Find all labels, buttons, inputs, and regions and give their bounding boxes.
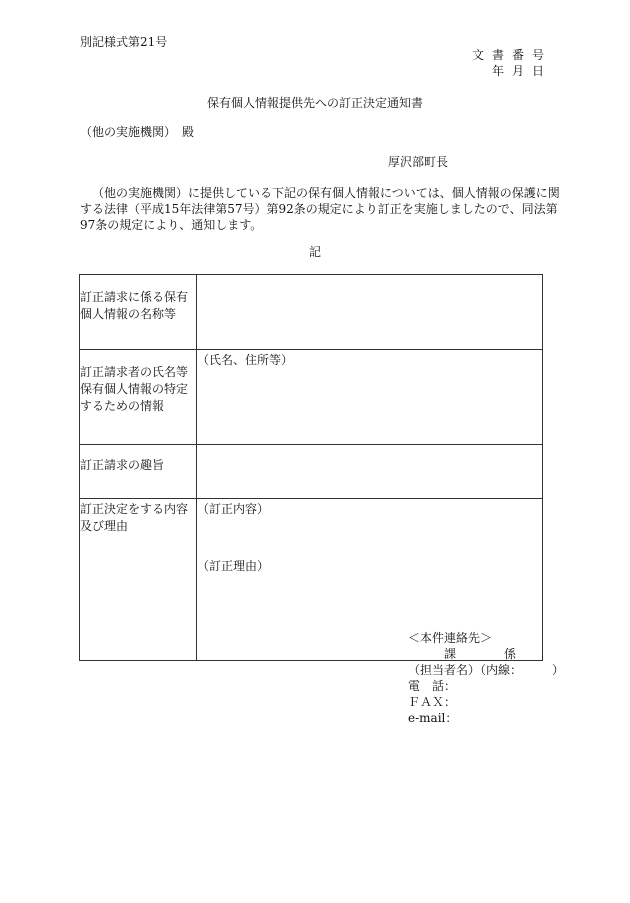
contact-phone: 電 話：: [408, 679, 457, 693]
page-title: 保有個人情報提供先への訂正決定通知書: [206, 96, 423, 110]
contact-heading: ＜本件連絡先＞: [408, 631, 493, 645]
table-row: [80, 445, 543, 499]
body-paragraph: （他の実施機関）に提供している下記の保有個人情報については、個人情報の保護に関する法律（平成15年法律第57号）第92条の規定により訂正を実施しましたので、同法第97条の規定により、通知します。: [80, 186, 560, 232]
row-label-decision: 訂正決定をする内容及び理由: [80, 499, 197, 661]
table-row: [80, 350, 543, 445]
notice-table: [79, 274, 543, 661]
correction-reason-hint: （訂正理由）: [197, 559, 270, 573]
row-value-purpose: [197, 445, 543, 499]
contact-person: （担当者名）（内線： ）: [408, 663, 565, 677]
table-row: [80, 275, 543, 350]
form-number: 別記様式第21号: [80, 35, 168, 49]
row-value-requester: [197, 350, 543, 445]
document-number-label: 文書番号: [471, 48, 552, 62]
contact-fax: ＦＡＸ：: [408, 695, 457, 709]
recipient: （他の実施機関） 殿: [80, 125, 195, 139]
row-label-requester: 訂正請求者の氏名等保有個人情報の特定するための情報: [80, 350, 197, 445]
requester-hint: （氏名、住所等）: [197, 353, 294, 367]
row-label-purpose: 訂正請求の趣旨: [80, 445, 197, 499]
sender: 厚沢部町長: [387, 155, 448, 169]
row-label-info-name: 訂正請求に係る保有個人情報の名称等: [80, 275, 197, 350]
contact-dept: 課 係: [408, 647, 517, 661]
row-value-info-name: [197, 275, 543, 350]
contact-email: e-mail：: [408, 711, 458, 725]
ki-heading: 記: [308, 245, 321, 259]
document-date-label: 年月日: [491, 64, 552, 78]
correction-content-hint: （訂正内容）: [197, 502, 270, 516]
contact-block: [408, 630, 564, 726]
